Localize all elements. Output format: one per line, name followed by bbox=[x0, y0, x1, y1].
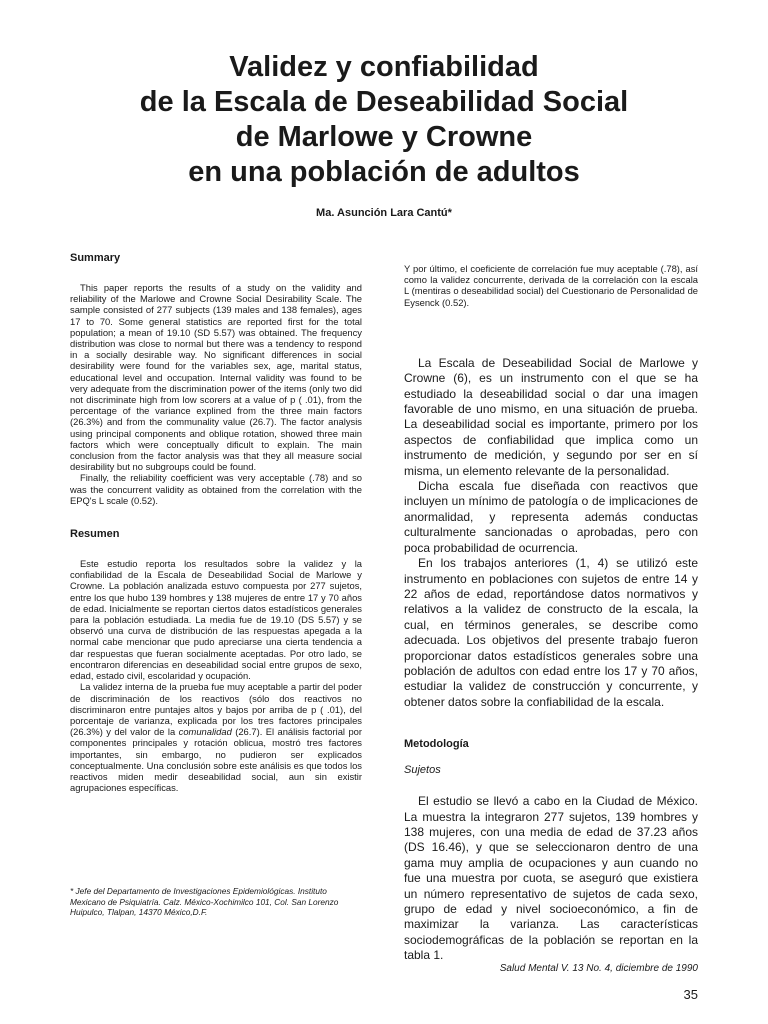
resumen-italic-term: comunalidad bbox=[178, 726, 232, 738]
title-line: de Marlowe y Crowne bbox=[235, 121, 533, 153]
summary-continuation-paragraph: Y por último, el coeficiente de correlación fue muy aceptable (.78), así como la validez concurrente, derivada de la correlación con la escala L (mentiras o deseabilidad social) del Cuestionario de Personalidad de Eysenck (0.52). bbox=[404, 263, 698, 308]
body-paragraph: En los trabajos anteriores (1, 4) se utilizó este instrumento en poblaciones con sujetos de entre 14 y 22 años de edad, reportándose datos normativos y relativos a la validez de constructo de la escala, la cual, en términos generales, se describe como adecuada. Los objetivos del presente trabajo fueron proporcionar datos estadísticos generales sobre una población de adultos con edad entre los 17 y 70 años, estudiar la validez de construcción y concurrente, y obtener datos sobre la confiabilidad de la escala. bbox=[404, 556, 698, 709]
sujetos-subheading: Sujetos bbox=[404, 764, 441, 777]
metodologia-text bbox=[404, 794, 698, 963]
article-title bbox=[60, 50, 708, 190]
title-line: Validez y confiabilidad bbox=[229, 51, 539, 83]
summary-continuation bbox=[404, 263, 698, 308]
page-number: 35 bbox=[683, 987, 698, 1002]
right-column bbox=[404, 263, 698, 964]
metodologia-heading: Metodología bbox=[404, 738, 469, 751]
author-name: Ma. Asunción Lara Cantú* bbox=[316, 207, 452, 219]
resumen-text bbox=[70, 558, 362, 793]
journal-reference: Salud Mental V. 13 No. 4, diciembre de 1990 bbox=[499, 963, 698, 974]
summary-paragraph: This paper reports the results of a study on the validity and reliability of the Marlowe and Crowne Social Desirability Scale. The sample consisted of 277 subjects (139 males and 138 females), ages 17 to 70. Some general statistics are reported first for the total population; a mean of 19.10 (SD 5.57) was obtained. The frequency distribution was close to normal but there was a tendency to respond in a socially desirable way. No significant differences in social desirability were found for the variables sex, age, marital status, educational level and occupation. Internal validity was found to be very adequate from the discrimination power of the items (only two did not discriminate high from low scorers at a value of p ( .01), from the percentage of the variance explined from the three main factors (26.3%) and from the communality value (26.7). The factor analysis using principal components and oblique rotation, showed three main factors which were conceptually dificult to explain. The main conclusion from the factor analysis was that they all measure social desirability but no subgroups could be found. bbox=[70, 282, 362, 473]
introduction-text bbox=[404, 356, 698, 710]
resumen-heading: Resumen bbox=[70, 528, 120, 541]
title-line: en una población de adultos bbox=[188, 156, 580, 188]
body-paragraph: La Escala de Deseabilidad Social de Marlowe y Crowne (6), es un instrumento con el que se ha estudiado la deseabilidad social o dar una imagen favorable de uno mismo, en una situación de prueba. La deseabilidad social es importante, primero por los aspectos de confiabilidad que implica como un instrumento de medición, y segundo por ser en sí misma, un elemento relevante de la personalidad. bbox=[404, 355, 698, 478]
affiliation-footnote: * Jefe del Departamento de Investigaciones Epidemiológicas. Instituto Mexicano de Psiquiatría. Calz. México-Xochimilco 101, Col. San Lorenzo Huipulco, Tlalpan, 14370 México,D.F. bbox=[70, 886, 339, 918]
resumen-paragraph: Este estudio reporta los resultados sobre la validez y la confiabilidad de la Escala de Deseabilidad Social de Marlowe y Crowne. La población analizada estuvo compuesta por 277 sujetos, entre los que hubo 139 hombres y 138 mujeres de entre 17 y 70 años de edad. Inicialmente se reportan ciertos datos estadísticos generales para la población estudiada. La media fue de 19.10 (DS 5.57) y se observó una curva de distribución de las respuestas apegada a la normal cabe mencionar que pudo apreciarse una cierta tendencia a dar respuestas que fueran socialmente aceptadas. Por otro lado, se encontraron diferencias en deseabilidad social entre grupos de sexo, edad, estado civil, escolaridad y ocupación. bbox=[70, 558, 362, 682]
left-column bbox=[70, 252, 362, 793]
resumen-text-part: La validez interna de la prueba fue muy aceptable a partir del poder de discriminación de los reactivos (sólo dos reactivos no discriminaron entre puntajes altos y bajos por arriba de p ( .01), del porcentaje de varianza, explicada por los tres factores principales (26.3%) y del valor de la bbox=[70, 681, 362, 738]
body-paragraph: El estudio se llevó a cabo en la Ciudad de México. La muestra la integraron 277 sujetos, 139 hombres y 138 mujeres, con una media de edad de 37.23 años (DS 16.46), y que se seleccionaron dentro de una gama muy amplia de ocupaciones y aun cuando no fue una muestra por cuota, se aseguró que existiera un número representativo de sujetos de cada sexo, grupo de edad y nivel socioeconómico, a fin de maximizar la varianza. Las características sociodemográficas de la población se reportan en la tabla 1. bbox=[404, 794, 698, 963]
title-line: de la Escala de Deseabilidad Social bbox=[139, 86, 629, 118]
resumen-text-part: (26.7). El análisis factorial por componentes principales y rotación oblicua, mostró tres factores importantes, sin embargo, no pudieron ser explicados conceptualmente. Una conclusión sobre este análisis es que todos los reactivos miden medir deseabilidad social, aun sin existir agrupaciones específicas. bbox=[70, 726, 362, 794]
body-paragraph: Dicha escala fue diseñada con reactivos que incluyen un mínimo de patología o de implicaciones de anormalidad, y representa además conductas culturalmente sancionadas o aprobadas, pero con poca probabilidad de ocurrencia. bbox=[404, 479, 698, 555]
summary-text bbox=[70, 282, 362, 506]
resumen-paragraph bbox=[70, 681, 362, 793]
summary-paragraph: Finally, the reliability coefficient was very acceptable (.78) and so was the concurrent validity as obtained from the correlation with the EPQ's L scale (0.52). bbox=[70, 472, 362, 506]
summary-heading: Summary bbox=[70, 252, 121, 264]
